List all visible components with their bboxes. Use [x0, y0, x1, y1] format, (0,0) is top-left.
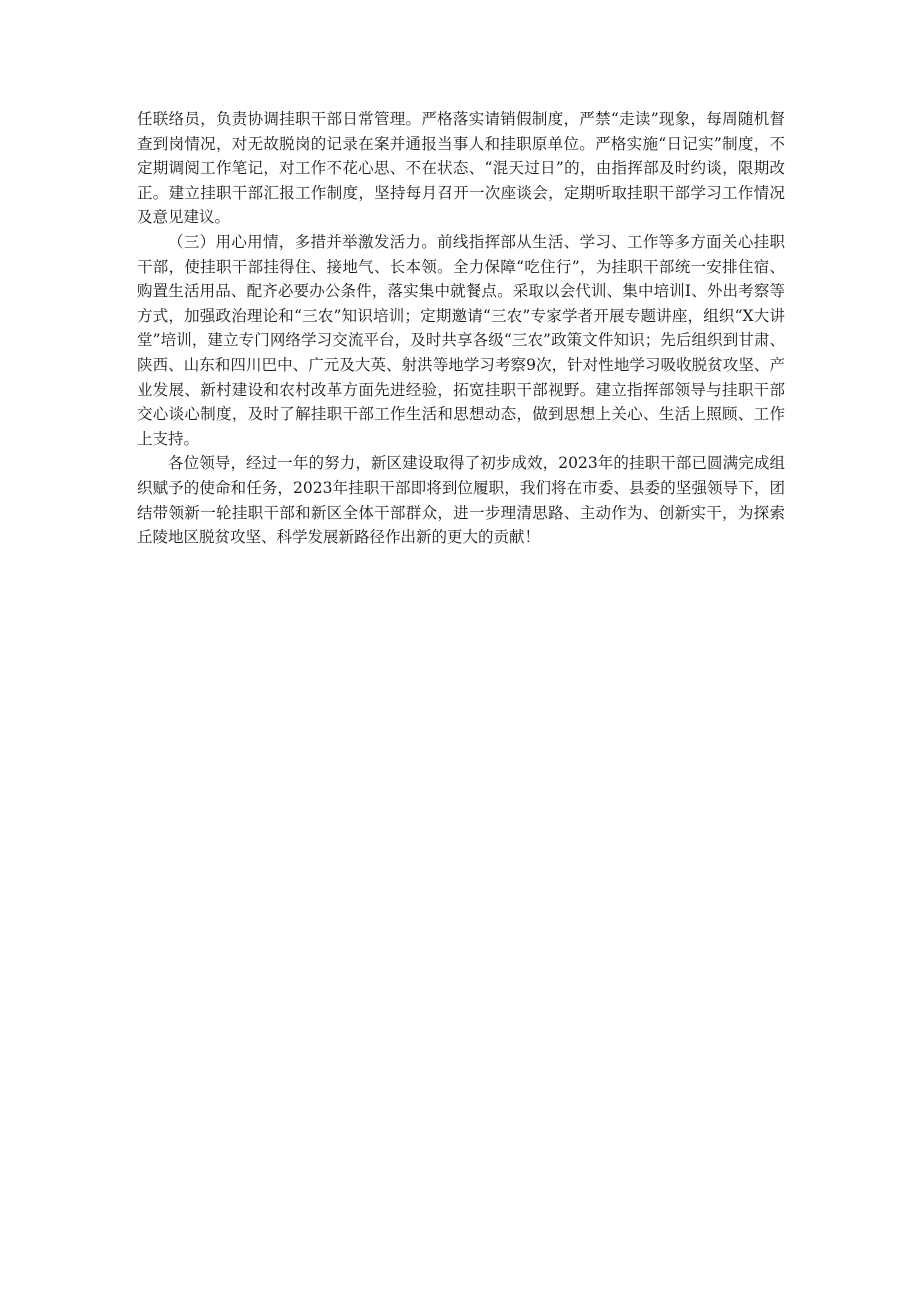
document-body	[137, 107, 785, 550]
paragraph-section-three: （三）用心用情，多措并举激发活力。前线指挥部从生活、学习、工作等多方面关心挂职干部，使挂职干部挂得住、接地气、长本领。全力保障“吃住行”，为挂职干部统一安排住宿、购置生活用品、配齐必要办公条件，落实集中就餐点。采取以会代训、集中培训I、外出考察等方式，加强政治理论和“三农”知识培训；定期邀请“三农”专家学者开展专题讲座，组织“X大讲堂”培训，建立专门网络学习交流平台，及时共享各级“三农”政策文件知识；先后组织到甘肃、陕西、山东和四川巴中、广元及大英、射洪等地学习考察9次，针对性地学习吸收脱贫攻坚、产业发展、新村建设和农村改革方面先进经验，拓宽挂职干部视野。建立指挥部领导与挂职干部交心谈心制度，及时了解挂职干部工作生活和思想动态，做到思想上关心、生活上照顾、工作上支持。	[137, 232, 785, 448]
paragraph-continued: 任联络员，负责协调挂职干部日常管理。严格落实请销假制度，严禁“走读”现象，每周随机督查到岗情况，对无故脱岗的记录在案并通报当事人和挂职原单位。严格实施“日记实”制度，不定期调阅工作笔记，对工作不花心思、不在状态、“混天过日”的，由指挥部及时约谈，限期改正。建立挂职干部汇报工作制度，坚持每月召开一次座谈会，定期听取挂职干部学习工作情况及意见建议。	[137, 110, 785, 227]
paragraph-closing: 各位领导，经过一年的努力，新区建设取得了初步成效，2023年的挂职干部已圆满完成组织赋予的使命和任务，2023年挂职干部即将到位履职，我们将在市委、县委的坚强领导下，团结带领新一轮挂职干部和新区全体干部群众，进一步理清思路、主动作为、创新实干，为探索丘陵地区脱贫攻坚、科学发展新路径作出新的更大的贡献！	[137, 454, 785, 547]
